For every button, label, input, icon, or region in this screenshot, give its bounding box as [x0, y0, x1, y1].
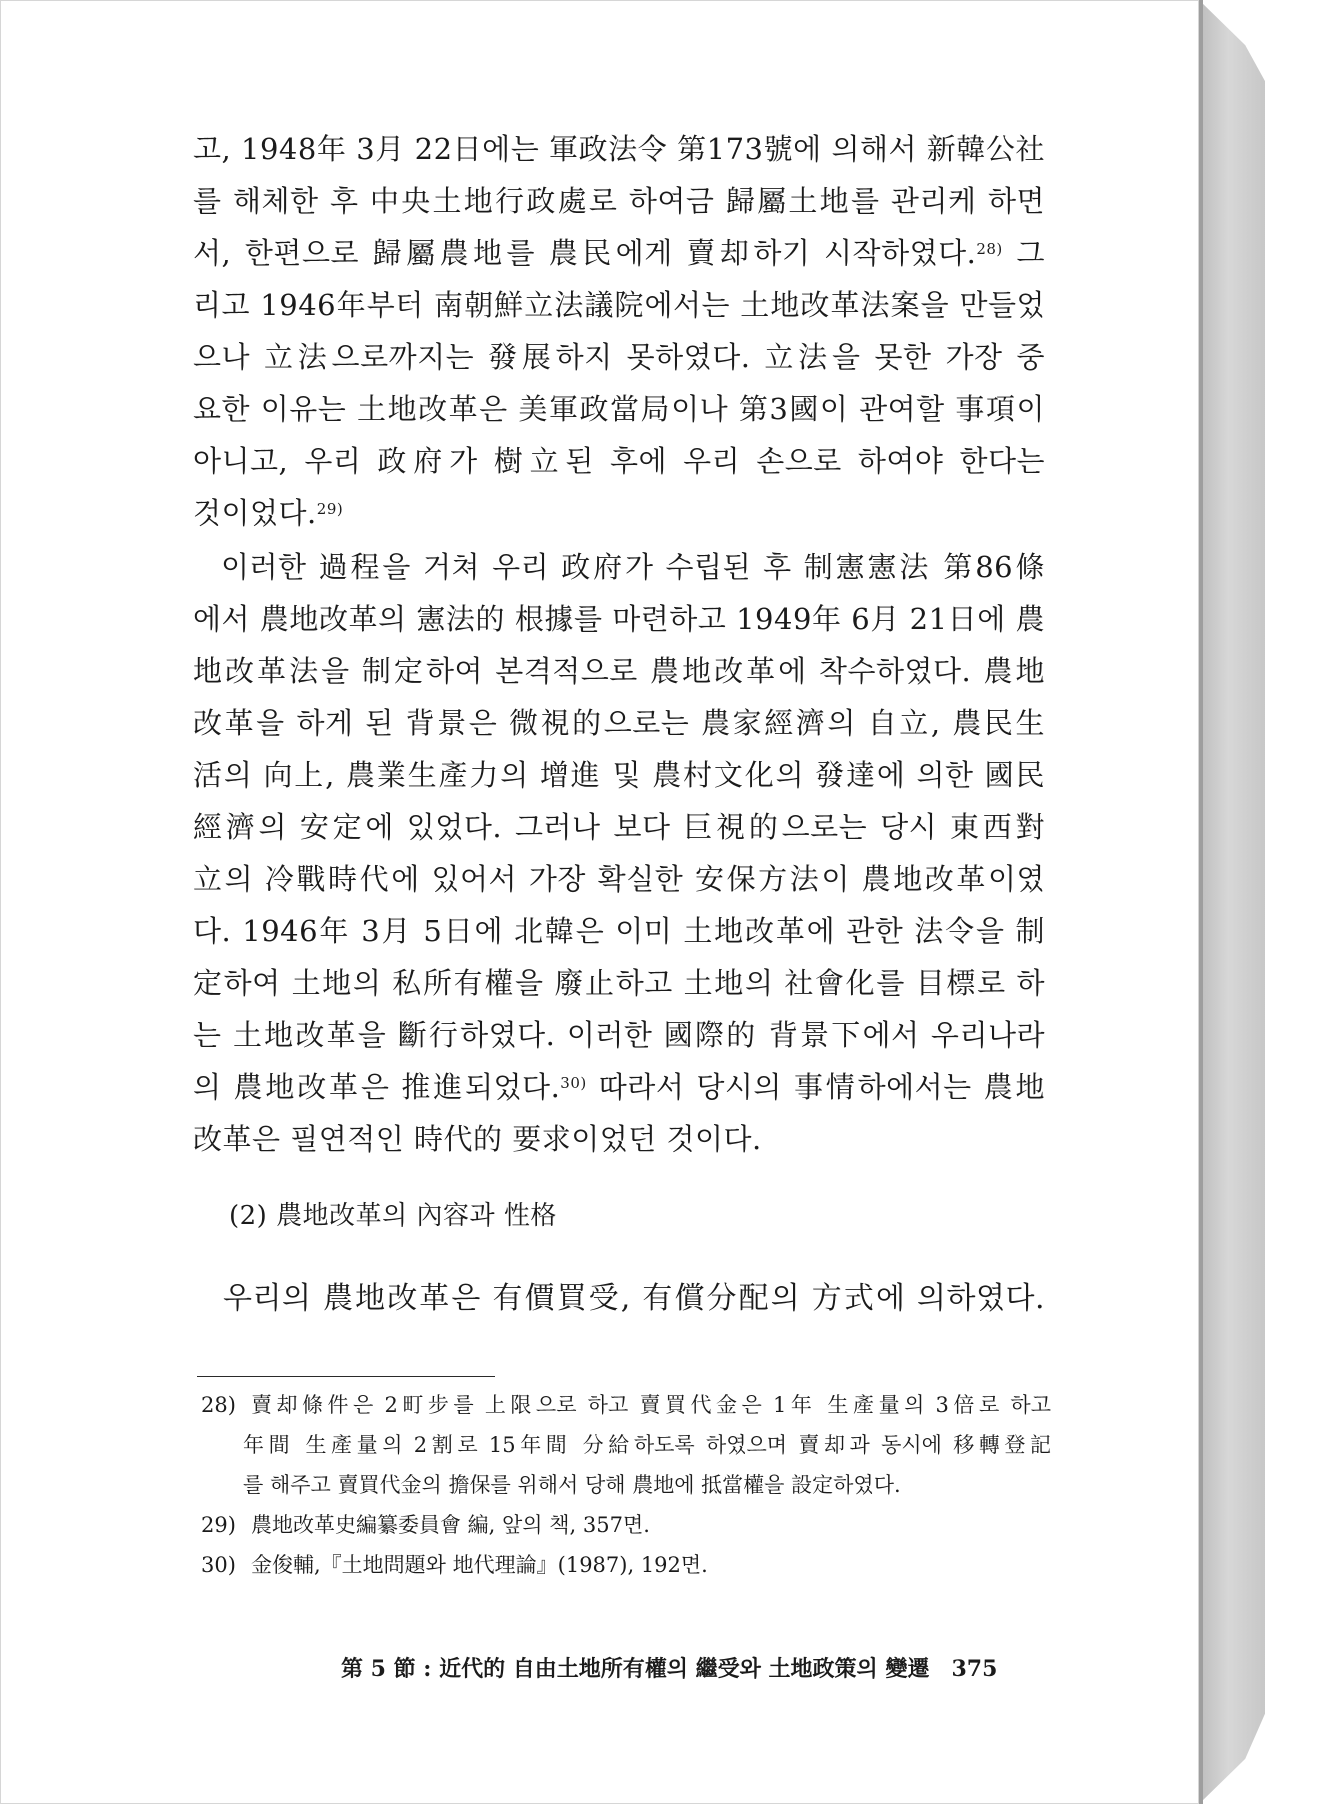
footnote-ref-29: 29)	[316, 500, 344, 518]
footnote-text: 金俊輔,『土地問題와 地代理論』(1987), 192면.	[251, 1553, 708, 1577]
section-heading: (2) 農地改革의 內容과 性格	[229, 1201, 557, 1231]
text-line: 改革은 필연적인 時代的 要求이었던 것이다.	[193, 1122, 762, 1156]
page-edge	[1199, 0, 1265, 1804]
text-line: 으나 立法으로까지는 發展하지 못하였다. 立法을 못한 가장 중	[193, 340, 1045, 374]
footnote-line	[201, 1385, 1051, 1425]
text-line: 活의 向上, 農業生產力의 增進 및 農村文化의 發達에 의한 國民	[193, 758, 1045, 792]
footnote-number: 28)	[201, 1393, 236, 1417]
text-line	[193, 227, 1045, 279]
running-footer	[341, 1652, 1026, 1683]
footnote-ref-28: 28)	[976, 240, 1003, 258]
text-line	[193, 1061, 1045, 1113]
text-line-content: 것이었다.	[193, 496, 317, 530]
paragraph-1	[193, 123, 1045, 539]
text-line: 立의 冷戰時代에 있어서 가장 확실한 安保方法이 農地改革이였	[193, 862, 1045, 896]
text-line	[193, 487, 1045, 539]
text-line: 改革을 하게 된 背景은 微視的으로는 農家經濟의 自立, 農民生	[193, 706, 1045, 740]
lead-sentence: 우리의 農地改革은 有價買受, 有償分配의 方式에 의하였다.	[223, 1281, 1045, 1316]
footnote-text: 를 해주고 賣買代金의 擔保를 위해서 당해 農地에 抵當權을 設定하였다.	[243, 1473, 901, 1497]
text-line-tail: 따라서 당시의 事情하에서는 農地	[598, 1070, 1046, 1104]
footnote-text: 年間 生產量의 2割로 15年間 分給하도록 하였으며 賣却과 동시에 移轉登記	[243, 1433, 1051, 1457]
text-line-content: 의 農地改革은 推進되었다.	[193, 1070, 561, 1104]
paragraph-2	[193, 541, 1045, 1165]
footnote-29	[201, 1505, 1051, 1545]
footnote-line	[201, 1545, 1051, 1585]
text-line-tail: 그	[1016, 236, 1045, 270]
footnote-28	[201, 1385, 1051, 1505]
text-line: 에서 農地改革의 憲法的 根據를 마련하고 1949年 6月 21日에 農	[193, 602, 1045, 636]
text-line: 地改革法을 制定하여 본격적으로 農地改革에 착수하였다. 農地	[193, 654, 1045, 688]
text-line: 리고 1946年부터 南朝鮮立法議院에서는 土地改革法案을 만들었	[193, 288, 1045, 322]
text-line: 고, 1948年 3月 22日에는 軍政法令 第173號에 의해서 新韓公社	[193, 132, 1045, 166]
page-number: 375	[951, 1656, 998, 1682]
text-line: 를 해체한 후 中央土地行政處로 하여금 歸屬土地를 관리케 하면	[193, 184, 1045, 218]
text-line: 는 土地改革을 斷行하였다. 이러한 國際的 背景下에서 우리나라	[193, 1018, 1045, 1052]
footnote-number: 30)	[201, 1553, 236, 1577]
text-line: 다. 1946年 3月 5日에 北韓은 이미 土地改革에 관한 法令을 制	[193, 914, 1045, 948]
running-footer-title: 第 5 節 : 近代的 自由土地所有權의 繼受와 土地政策의 變遷	[341, 1656, 930, 1682]
footnote-ref-30: 30)	[560, 1074, 587, 1092]
text-line: 經濟의 安定에 있었다. 그러나 보다 巨視的으로는 당시 東西對	[193, 810, 1045, 844]
footnotes	[201, 1385, 1051, 1585]
text-line: 定하여 土地의 私所有權을 廢止하고 土地의 社會化를 目標로 하	[193, 966, 1045, 1000]
text-line: 아니고, 우리 政府가 樹立된 후에 우리 손으로 하여야 한다는	[193, 444, 1045, 478]
footnote-text: 賣却條件은 2町步를 上限으로 하고 賣買代金은 1年 生產量의 3倍로 하고	[251, 1393, 1051, 1417]
footnote-number: 29)	[201, 1513, 236, 1537]
footnote-separator	[197, 1376, 495, 1377]
page-edge-shadow	[1199, 0, 1203, 1804]
footnote-text: 農地改革史編纂委員會 編, 앞의 책, 357면.	[251, 1513, 650, 1537]
text-line: 요한 이유는 土地改革은 美軍政當局이나 第3國이 관여할 事項이	[193, 392, 1045, 426]
footnote-30	[201, 1545, 1051, 1585]
footnote-line	[201, 1505, 1051, 1545]
text-line-content: 서, 한편으로 歸屬農地를 農民에게 賣却하기 시작하였다.	[193, 236, 977, 270]
text-line: 이러한 過程을 거쳐 우리 政府가 수립된 후 制憲憲法 第86條	[221, 550, 1045, 584]
